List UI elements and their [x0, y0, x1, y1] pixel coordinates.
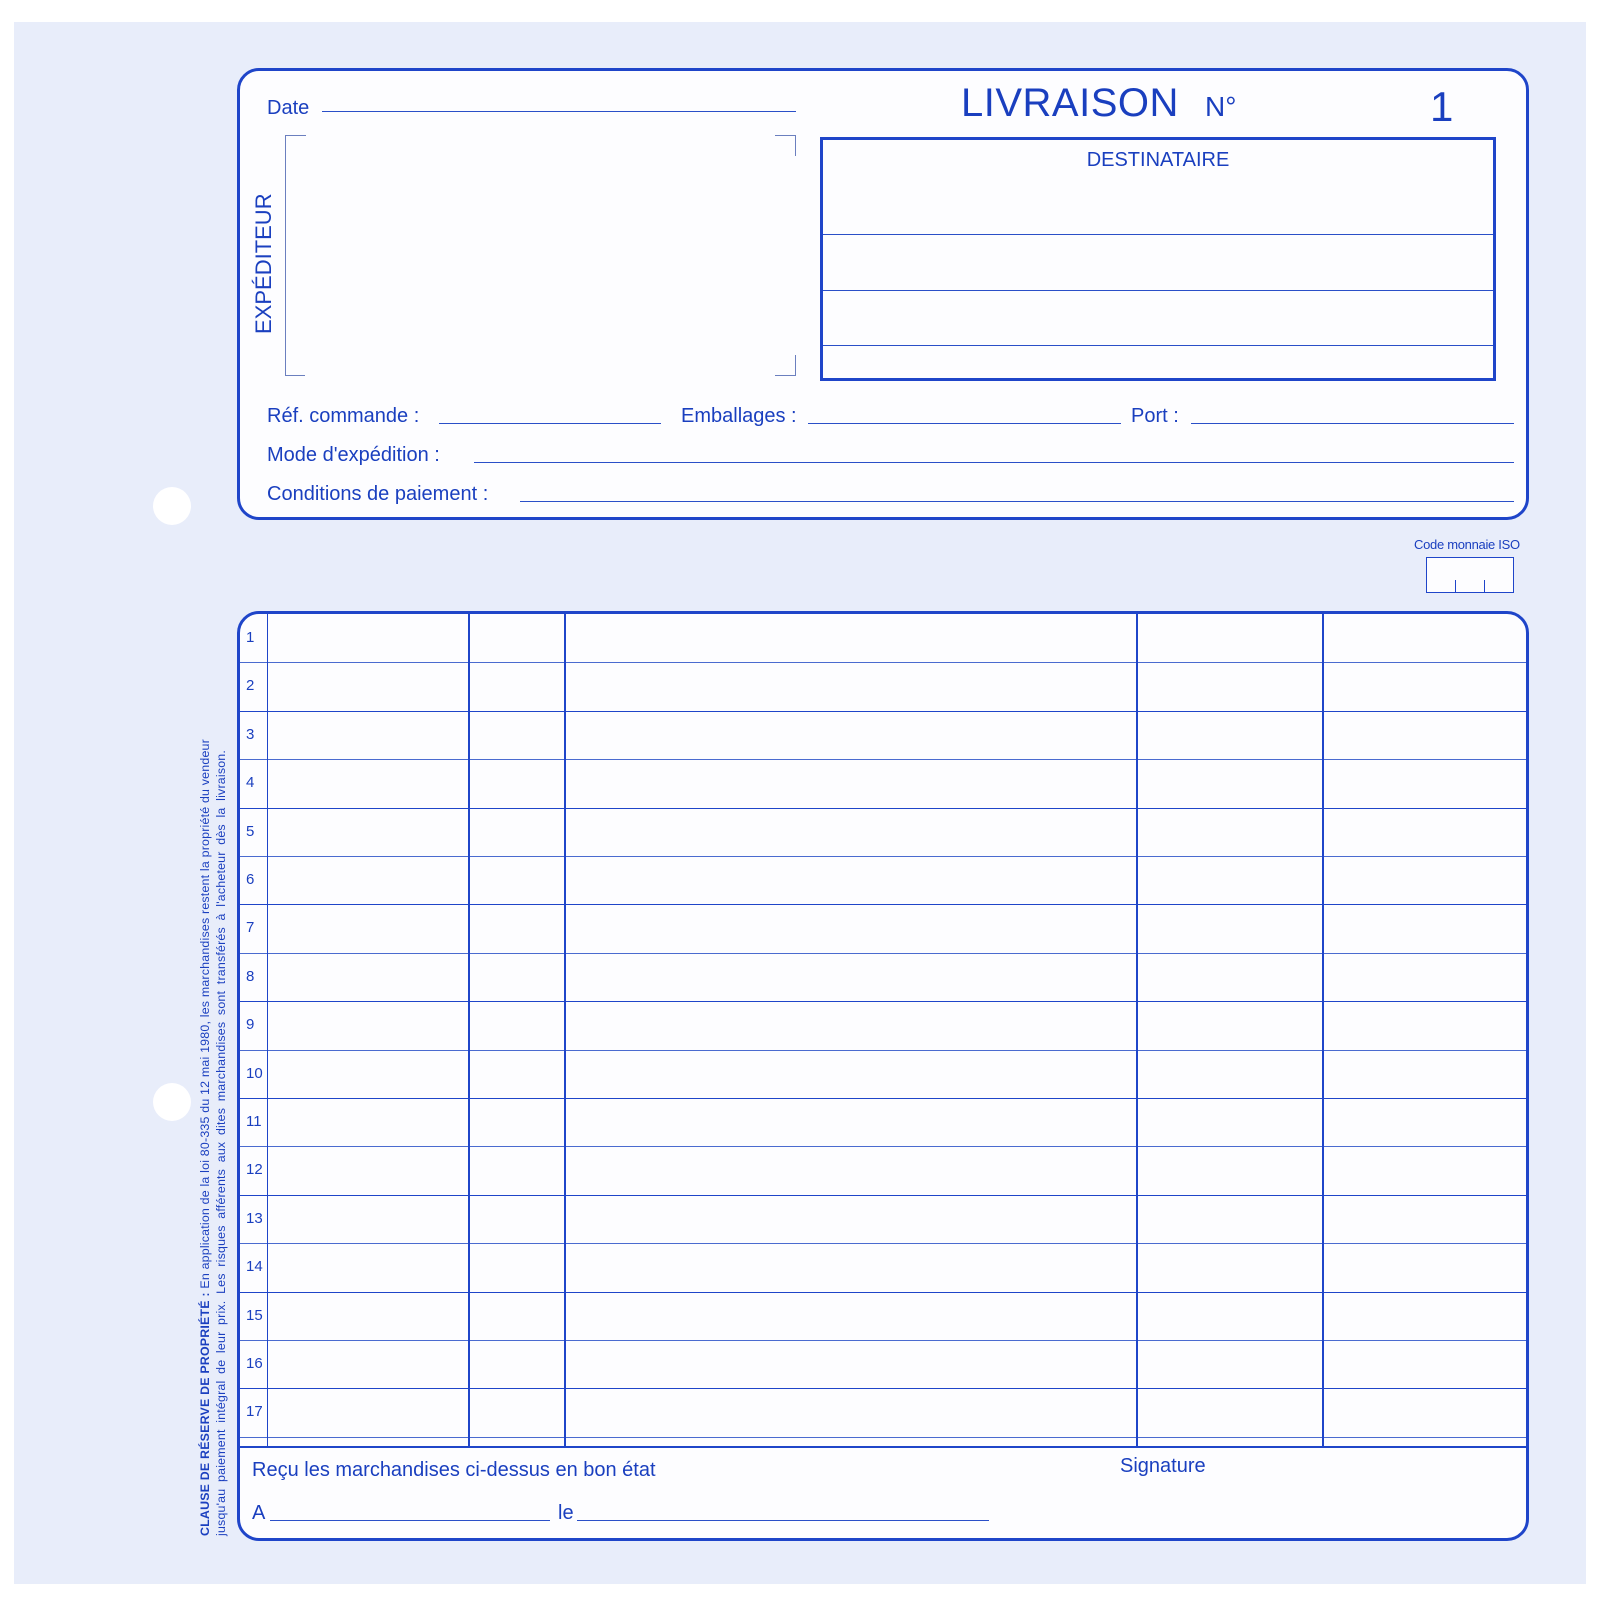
row-number: 14 — [246, 1258, 263, 1276]
row-number: 10 — [246, 1064, 263, 1082]
receipt-date-line[interactable] — [577, 1520, 989, 1521]
recipient-box[interactable] — [820, 137, 1496, 381]
bracket-bottom-right — [775, 355, 796, 376]
bracket-top-right — [775, 135, 796, 156]
sender-label: EXPÉDITEUR — [251, 193, 276, 334]
currency-code-label: Code monnaie ISO — [1414, 537, 1520, 552]
table-row-line — [240, 1437, 1526, 1438]
bracket-top-left — [285, 135, 306, 156]
items-table — [237, 611, 1529, 1541]
table-row[interactable] — [268, 1388, 1526, 1436]
number-column-divider — [267, 614, 268, 1446]
row-number: 12 — [246, 1161, 263, 1179]
shipping-mode-line[interactable] — [474, 462, 1514, 463]
clause-line-2: jusqu'au paiement intégral de leur prix. Les risques afférents aux dites marchandises sont transférés à l'acheteur dès la livraison. — [214, 749, 228, 1536]
table-row[interactable] — [268, 1001, 1526, 1049]
bracket-left-edge — [285, 135, 286, 375]
place-line[interactable] — [270, 1520, 550, 1521]
signature-area[interactable] — [1120, 1482, 1510, 1537]
recipient-label: DESTINATAIRE — [1086, 149, 1230, 171]
table-row[interactable] — [268, 904, 1526, 952]
binder-hole-top — [153, 487, 191, 525]
row-number: 2 — [246, 677, 255, 695]
order-ref-label: Réf. commande : — [267, 405, 420, 427]
row-number: 15 — [246, 1306, 263, 1324]
port-label: Port : — [1131, 405, 1179, 427]
row-number: 5 — [246, 822, 255, 840]
footer-separator — [240, 1446, 1526, 1448]
received-text: Reçu les marchandises ci-dessus en bon état — [252, 1459, 656, 1481]
order-ref-line[interactable] — [439, 423, 661, 424]
recipient-line-3[interactable] — [823, 345, 1493, 346]
table-row[interactable] — [268, 662, 1526, 710]
receipt-date-label: le — [558, 1502, 574, 1524]
table-row[interactable] — [268, 1098, 1526, 1146]
row-number: 8 — [246, 967, 255, 985]
table-row[interactable] — [268, 856, 1526, 904]
row-number: 9 — [246, 1016, 255, 1034]
date-label: Date — [267, 97, 310, 119]
column-divider-3 — [1136, 614, 1138, 1446]
table-row[interactable] — [268, 808, 1526, 856]
column-divider-4 — [1322, 614, 1324, 1446]
date-field-line[interactable] — [322, 111, 796, 112]
table-row[interactable] — [268, 1195, 1526, 1243]
table-row[interactable] — [268, 1340, 1526, 1388]
row-number: 13 — [246, 1209, 263, 1227]
packaging-line[interactable] — [808, 423, 1121, 424]
table-row[interactable] — [268, 1243, 1526, 1291]
clause-text-1: En application de la loi 80-335 du 12 mai 1980, les marchandises restent la propriété du vendeur — [198, 739, 212, 1289]
payment-terms-label: Conditions de paiement : — [267, 483, 489, 505]
row-number: 7 — [246, 919, 255, 937]
port-line[interactable] — [1191, 423, 1514, 424]
table-row[interactable] — [268, 953, 1526, 1001]
row-number: 17 — [246, 1403, 263, 1421]
row-number: 3 — [246, 725, 255, 743]
column-divider-1 — [468, 614, 470, 1446]
signature-label: Signature — [1120, 1455, 1206, 1477]
row-number: 1 — [246, 629, 255, 646]
clause-title: CLAUSE DE RÉSERVE DE PROPRIÉTÉ : — [198, 1292, 212, 1536]
table-row[interactable] — [268, 759, 1526, 807]
document-number: 1 — [1430, 83, 1454, 130]
row-number: 6 — [246, 871, 255, 888]
row-number: 11 — [246, 1113, 262, 1130]
row-number: 4 — [246, 774, 255, 792]
delivery-header-box — [237, 68, 1529, 520]
table-row[interactable] — [268, 1146, 1526, 1194]
recipient-line-1[interactable] — [823, 234, 1493, 235]
binder-hole-bottom — [153, 1083, 191, 1121]
table-row[interactable] — [268, 1292, 1526, 1340]
number-label: N° — [1205, 91, 1237, 122]
document-title: LIVRAISON — [961, 81, 1179, 125]
currency-code-box[interactable] — [1426, 557, 1514, 593]
row-number: 16 — [246, 1355, 263, 1372]
recipient-line-2[interactable] — [823, 290, 1493, 291]
table-row[interactable] — [268, 614, 1526, 662]
clause-line-1 — [198, 611, 212, 1536]
packaging-label: Emballages : — [681, 405, 797, 427]
column-divider-2 — [564, 614, 566, 1446]
table-row[interactable] — [268, 1050, 1526, 1098]
currency-divider-1 — [1455, 580, 1456, 592]
bracket-bottom-left — [285, 355, 305, 376]
currency-divider-2 — [1484, 580, 1485, 592]
table-row[interactable] — [268, 711, 1526, 759]
place-label: A — [252, 1502, 266, 1524]
payment-terms-line[interactable] — [520, 501, 1514, 502]
shipping-mode-label: Mode d'expédition : — [267, 444, 440, 466]
